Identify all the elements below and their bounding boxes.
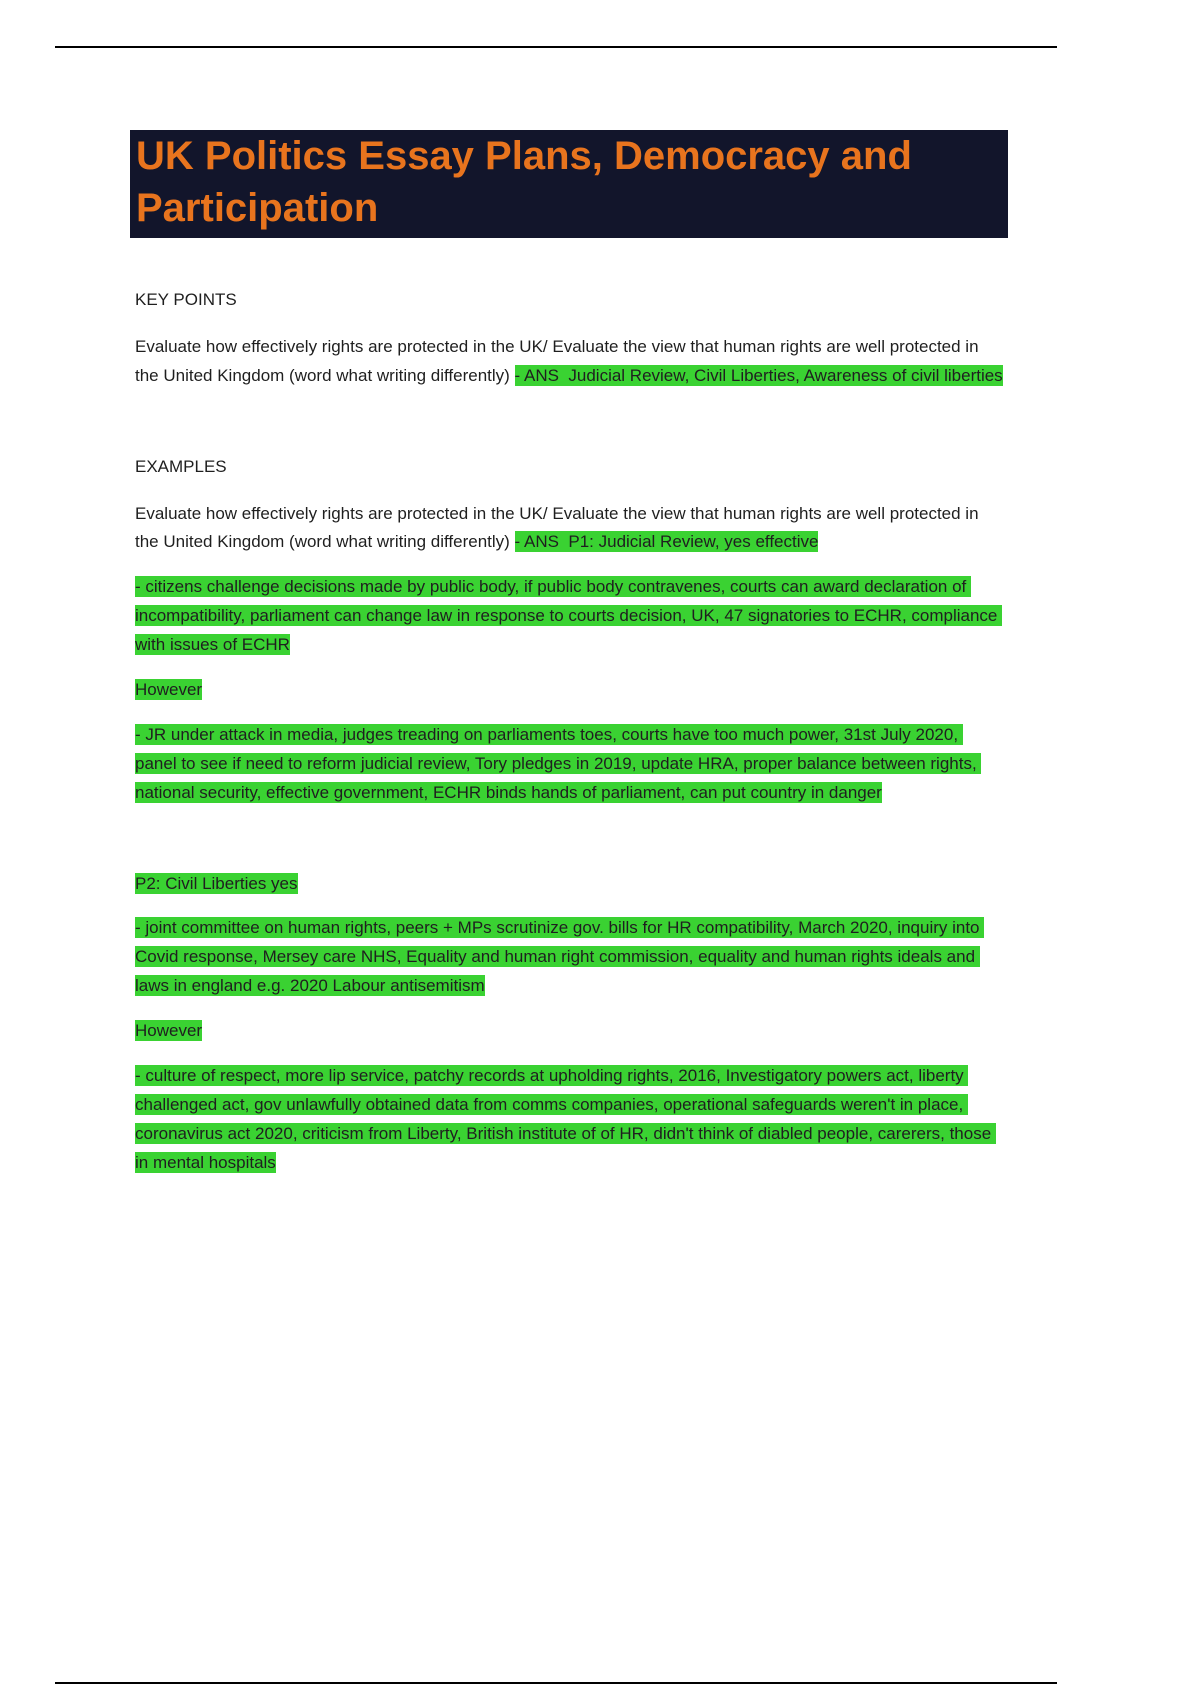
page-title: UK Politics Essay Plans, Democracy and Participation [136, 134, 912, 230]
highlighted-text: - culture of respect, more lip service, patchy records at upholding rights, 2016, Investigatory powers act, liberty challenged act, gov unlawfully obtained data from comms companies, operational safeguards weren't in place, coronavirus act 2020, criticism from Liberty, British institute of of HR, didn't think of diabled people, carerers, those in mental hospitals [135, 1066, 996, 1172]
key-points-question: Evaluate how effectively rights are protected in the UK/ Evaluate the view that human rights are well protected in the United Kingdom (word what writing differently) [135, 336, 984, 385]
examples-point-p2-detail [135, 914, 1003, 1001]
highlighted-text: - joint committee on human rights, peers + MPs scrutinize gov. bills for HR compatibility, March 2020, inquiry into Covid response, Mersey care NHS, Equality and human right commission, equality and human rights ideals and laws in england e.g. 2020 Labour antisemitism [135, 918, 985, 996]
top-rule [55, 46, 1057, 48]
examples-counterpoint-2 [135, 1062, 1003, 1178]
examples-point-p1-detail [135, 573, 1003, 660]
examples-point-p2-heading [135, 870, 1003, 899]
examples-counterpoint-1 [135, 721, 1003, 808]
examples-paragraph [135, 500, 1003, 558]
highlighted-text: - JR under attack in media, judges treading on parliaments toes, courts have too much power, 31st July 2020, panel to see if need to reform judicial review, Tory pledges in 2019, update HRA, proper balance between rights, national security, effective government, ECHR binds hands of parliament, can put country in danger [135, 724, 982, 802]
highlighted-text: P2: Civil Liberties yes [135, 873, 298, 893]
section-heading-key-points: KEY POINTS [135, 290, 237, 309]
key-points-answer-highlight: - ANS Judicial Review, Civil Liberties, Awareness of civil liberties [514, 365, 1003, 385]
section-heading-examples: EXAMPLES [135, 456, 227, 476]
highlighted-text: However [135, 680, 203, 700]
title-banner [130, 130, 1008, 238]
highlighted-text: - citizens challenge decisions made by public body, if public body contravenes, courts can award declaration of incompatibility, parliament can change law in response to courts decision, UK, 47 signatories to ECHR, compliance with issues of ECHR [135, 577, 1003, 655]
key-points-paragraph [135, 333, 1003, 391]
document-body [135, 286, 1003, 1194]
examples-answer-highlight: - ANS P1: Judicial Review, yes effective [514, 532, 819, 552]
examples-however-1 [135, 676, 1003, 705]
examples-however-2 [135, 1017, 1003, 1046]
bottom-rule [55, 1682, 1057, 1684]
highlighted-text: However [135, 1021, 203, 1041]
examples-question: Evaluate how effectively rights are protected in the UK/ Evaluate the view that human rights are well protected in the United Kingdom (word what writing differently) [135, 503, 984, 552]
